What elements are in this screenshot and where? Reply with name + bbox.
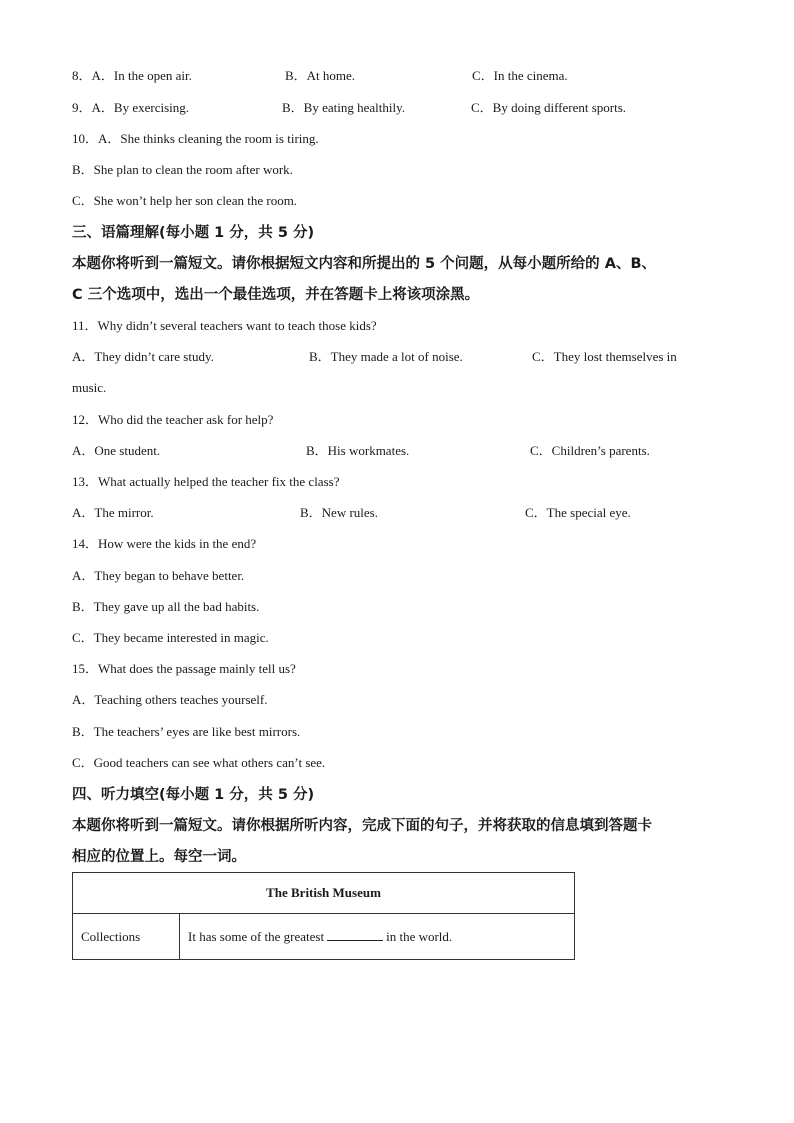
q8-option-a: A．In the open air. — [91, 68, 192, 83]
q15-option-a: A．Teaching others teaches yourself. — [72, 692, 268, 707]
table-title: The British Museum — [73, 873, 575, 914]
table-row-content — [180, 914, 575, 960]
q11-option-c-continued: music. — [72, 380, 107, 395]
q8-option-b: B．At home. — [285, 68, 356, 83]
q10-number: 10． — [72, 131, 99, 146]
q10-option-c: C．She won’t help her son clean the room. — [72, 193, 298, 208]
q11-option-c: C．They lost themselves in — [532, 349, 677, 364]
q15-option-c: C．Good teachers can see what others can’t see. — [72, 755, 326, 770]
q14-option-b: B．They gave up all the bad habits. — [72, 599, 260, 614]
table-header-row — [73, 873, 575, 914]
section-4-instructions-line-1: 本题你将听到一篇短文。请你根据所听内容，完成下面的句子，并将获取的信息填到答题卡 — [72, 818, 652, 834]
q11-option-a: A．They didn’t care study. — [72, 349, 214, 364]
section-3-instructions-line-2: C 三个选项中，选出一个最佳选项，并在答题卡上将该项涂黑。 — [72, 287, 480, 303]
table-row-text-before: It has some of the greatest — [188, 928, 325, 944]
q15-option-b: B．The teachers’ eyes are like best mirrors. — [72, 724, 301, 739]
q13-option-c: C．The special eye. — [525, 505, 631, 520]
table-row-text-after: in the world. — [386, 928, 453, 944]
q9-option-b: B．By eating healthily. — [282, 100, 405, 115]
q12-option-a: A．One student. — [72, 443, 161, 458]
q14-option-c: C．They became interested in magic. — [72, 630, 269, 645]
q9-number: 9． — [72, 100, 92, 115]
q14-stem: 14．How were the kids in the end? — [72, 536, 257, 551]
question-10 — [72, 131, 319, 147]
q10-option-a: A．She thinks cleaning the room is tiring. — [98, 131, 319, 146]
section-3-instructions-line-1: 本题你将听到一篇短文。请你根据短文内容和所提出的 5 个问题，从每小题所给的 A、B、 — [72, 256, 657, 272]
q9-option-c: C．By doing different sports. — [471, 100, 627, 115]
q13-stem: 13．What actually helped the teacher fix the class? — [72, 474, 340, 489]
museum-table — [72, 872, 575, 960]
table-row-label: Collections — [73, 914, 180, 960]
q13-option-b: B．New rules. — [300, 505, 378, 520]
q11-option-b: B．They made a lot of noise. — [309, 349, 463, 364]
q15-stem: 15．What does the passage mainly tell us? — [72, 661, 296, 676]
question-8 — [72, 68, 192, 84]
q14-option-a: A．They began to behave better. — [72, 568, 245, 583]
answer-blank[interactable] — [327, 929, 383, 941]
q10-option-b: B．She plan to clean the room after work. — [72, 162, 293, 177]
question-9 — [72, 100, 189, 116]
q8-number: 8． — [72, 68, 92, 83]
section-3-heading: 三、语篇理解(每小题 1 分，共 5 分) — [72, 225, 315, 241]
table-row — [73, 914, 575, 960]
q8-option-c: C．In the cinema. — [472, 68, 568, 83]
q9-option-a: A．By exercising. — [91, 100, 189, 115]
q11-stem: 11．Why didn’t several teachers want to teach those kids? — [72, 318, 377, 333]
q12-option-b: B．His workmates. — [306, 443, 410, 458]
q12-stem: 12．Who did the teacher ask for help? — [72, 412, 274, 427]
section-4-heading: 四、听力填空(每小题 1 分，共 5 分) — [72, 787, 315, 803]
section-4-instructions-line-2: 相应的位置上。每空一词。 — [72, 849, 246, 865]
q13-option-a: A．The mirror. — [72, 505, 154, 520]
q12-option-c: C．Children’s parents. — [530, 443, 650, 458]
